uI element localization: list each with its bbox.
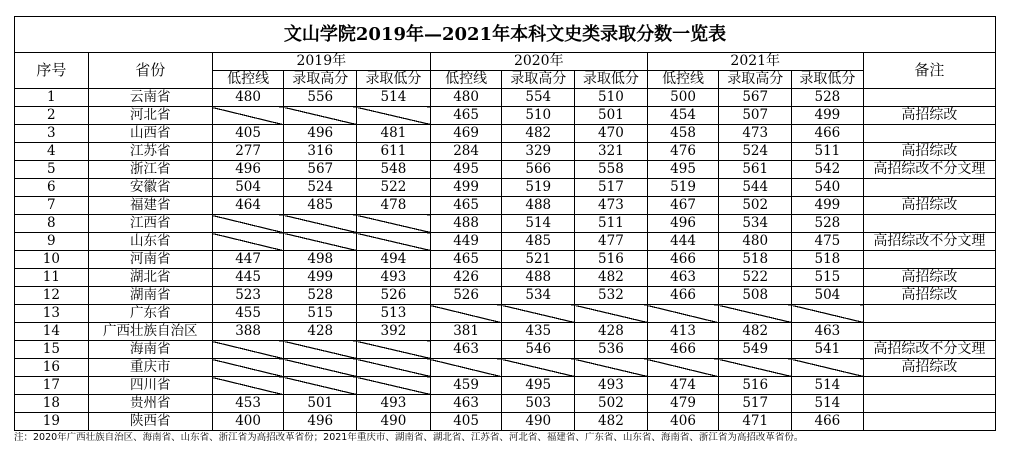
- score-cell-2021: 542: [792, 161, 864, 179]
- score-cell-2021: [792, 305, 864, 323]
- score-cell-2020: 532: [575, 287, 648, 305]
- score-cell-2021: 518: [719, 251, 792, 269]
- score-cell-2021: 467: [647, 197, 719, 215]
- score-cell-2020: 546: [502, 341, 575, 359]
- score-cell-2019: [284, 377, 357, 395]
- score-cell-2021: 475: [792, 233, 864, 251]
- score-cell-2019: 496: [284, 413, 357, 431]
- score-cell-2021: 406: [647, 413, 719, 431]
- header-min-control-2021: 低控线: [647, 71, 719, 89]
- header-year-2021: 2021年: [647, 53, 863, 71]
- score-cell-2019: 528: [284, 287, 357, 305]
- table-row: [15, 143, 996, 161]
- score-cell-2020: 519: [502, 179, 575, 197]
- score-cell-2020: 503: [502, 395, 575, 413]
- score-cell-2021: 540: [792, 179, 864, 197]
- score-cell-2021: 514: [792, 377, 864, 395]
- score-cell-2021: 466: [647, 341, 719, 359]
- row-index-cell: 11: [15, 269, 89, 287]
- table-row: [15, 341, 996, 359]
- province-cell: 广西壮族自治区: [88, 323, 212, 341]
- score-cell-2020: [430, 359, 502, 377]
- score-cell-2019: [212, 359, 284, 377]
- score-cell-2019: [212, 377, 284, 395]
- score-cell-2020: 482: [502, 125, 575, 143]
- header-min-control-2020: 低控线: [430, 71, 502, 89]
- admission-scores-sheet: [14, 16, 996, 431]
- footnote: 注：2020年广西壮族自治区、海南省、山东省、浙江省为高招改革省份；2021年重庆市、湖南省、湖北省、江苏省、河北省、福建省、广东省、山东省、海南省、浙江省为高招改革省份。: [14, 432, 804, 443]
- row-index-cell: 10: [15, 251, 89, 269]
- score-cell-2021: 474: [647, 377, 719, 395]
- score-cell-2020: 449: [430, 233, 502, 251]
- province-cell: 海南省: [88, 341, 212, 359]
- score-cell-2019: 514: [357, 89, 431, 107]
- score-cell-2020: 473: [575, 197, 648, 215]
- table-row: [15, 161, 996, 179]
- score-cell-2021: 528: [792, 89, 864, 107]
- score-cell-2021: 480: [719, 233, 792, 251]
- header-year-2019: 2019年: [212, 53, 430, 71]
- score-cell-2020: 521: [502, 251, 575, 269]
- note-cell: [863, 251, 995, 269]
- score-cell-2021: 413: [647, 323, 719, 341]
- score-cell-2021: 476: [647, 143, 719, 161]
- score-cell-2021: 541: [792, 341, 864, 359]
- row-index-cell: 15: [15, 341, 89, 359]
- province-cell: 浙江省: [88, 161, 212, 179]
- score-cell-2020: 321: [575, 143, 648, 161]
- score-cell-2019: 526: [357, 287, 431, 305]
- score-cell-2020: 495: [430, 161, 502, 179]
- score-cell-2021: 500: [647, 89, 719, 107]
- score-cell-2021: 479: [647, 395, 719, 413]
- province-cell: 河南省: [88, 251, 212, 269]
- score-cell-2021: 514: [792, 395, 864, 413]
- table-row: [15, 197, 996, 215]
- score-cell-2019: 504: [212, 179, 284, 197]
- header-low-score-2021: 录取低分: [792, 71, 864, 89]
- score-cell-2019: 548: [357, 161, 431, 179]
- note-cell: [863, 323, 995, 341]
- score-cell-2020: 493: [575, 377, 648, 395]
- score-cell-2019: 445: [212, 269, 284, 287]
- table-row: [15, 323, 996, 341]
- row-index-cell: 1: [15, 89, 89, 107]
- note-cell: 高招综改不分文理: [863, 161, 995, 179]
- score-cell-2020: 516: [575, 251, 648, 269]
- table-row: [15, 377, 996, 395]
- score-cell-2021: 473: [719, 125, 792, 143]
- note-cell: 高招综改: [863, 269, 995, 287]
- score-cell-2021: 499: [792, 197, 864, 215]
- table-row: [15, 89, 996, 107]
- score-cell-2019: 485: [284, 197, 357, 215]
- score-cell-2020: 426: [430, 269, 502, 287]
- note-cell: 高招综改: [863, 197, 995, 215]
- score-cell-2021: 515: [792, 269, 864, 287]
- note-cell: 高招综改不分文理: [863, 233, 995, 251]
- note-cell: 高招综改: [863, 107, 995, 125]
- score-cell-2021: 517: [719, 395, 792, 413]
- score-cell-2020: 465: [430, 107, 502, 125]
- province-cell: 湖北省: [88, 269, 212, 287]
- score-cell-2020: 499: [430, 179, 502, 197]
- score-cell-2019: 515: [284, 305, 357, 323]
- score-cell-2019: [284, 341, 357, 359]
- score-cell-2021: 499: [792, 107, 864, 125]
- score-cell-2019: 499: [284, 269, 357, 287]
- score-cell-2019: 524: [284, 179, 357, 197]
- score-cell-2019: [357, 215, 431, 233]
- score-cell-2019: [212, 233, 284, 251]
- header-min-control-2019: 低控线: [212, 71, 284, 89]
- score-cell-2021: [792, 359, 864, 377]
- score-cell-2019: [284, 215, 357, 233]
- note-cell: [863, 413, 995, 431]
- score-cell-2019: 496: [284, 125, 357, 143]
- score-cell-2019: [212, 341, 284, 359]
- score-cell-2019: 478: [357, 197, 431, 215]
- header-high-score-2019: 录取高分: [284, 71, 357, 89]
- province-cell: 重庆市: [88, 359, 212, 377]
- score-cell-2019: 464: [212, 197, 284, 215]
- score-cell-2019: 392: [357, 323, 431, 341]
- note-cell: [863, 89, 995, 107]
- table-row: [15, 305, 996, 323]
- score-cell-2021: [719, 359, 792, 377]
- score-cell-2021: 507: [719, 107, 792, 125]
- row-index-cell: 16: [15, 359, 89, 377]
- table-row: [15, 107, 996, 125]
- score-cell-2019: [357, 341, 431, 359]
- score-cell-2019: 400: [212, 413, 284, 431]
- score-cell-2021: [647, 359, 719, 377]
- score-cell-2020: 488: [430, 215, 502, 233]
- score-cell-2019: 493: [357, 269, 431, 287]
- table-row: [15, 413, 996, 431]
- score-cell-2019: 522: [357, 179, 431, 197]
- score-cell-2020: 482: [575, 413, 648, 431]
- score-cell-2021: 466: [792, 413, 864, 431]
- score-cell-2020: 463: [430, 341, 502, 359]
- score-cell-2019: [284, 359, 357, 377]
- score-cell-2019: 523: [212, 287, 284, 305]
- row-index-cell: 3: [15, 125, 89, 143]
- province-cell: 广东省: [88, 305, 212, 323]
- row-index-cell: 14: [15, 323, 89, 341]
- header-row-years: [15, 53, 996, 71]
- province-cell: 安徽省: [88, 179, 212, 197]
- score-cell-2020: 490: [502, 413, 575, 431]
- row-index-cell: 17: [15, 377, 89, 395]
- score-cell-2020: [502, 305, 575, 323]
- score-cell-2020: 510: [502, 107, 575, 125]
- score-cell-2020: 428: [575, 323, 648, 341]
- score-cell-2021: 496: [647, 215, 719, 233]
- score-cell-2020: [430, 305, 502, 323]
- province-cell: 山东省: [88, 233, 212, 251]
- score-cell-2021: 522: [719, 269, 792, 287]
- table-row: [15, 125, 996, 143]
- score-cell-2021: 511: [792, 143, 864, 161]
- note-cell: 高招综改: [863, 359, 995, 377]
- score-cell-2020: 488: [502, 269, 575, 287]
- score-cell-2019: [284, 107, 357, 125]
- score-cell-2020: 465: [430, 251, 502, 269]
- row-index-cell: 19: [15, 413, 89, 431]
- score-cell-2020: 463: [430, 395, 502, 413]
- score-cell-2019: 496: [212, 161, 284, 179]
- score-cell-2019: 567: [284, 161, 357, 179]
- score-cell-2020: 480: [430, 89, 502, 107]
- province-cell: 河北省: [88, 107, 212, 125]
- score-cell-2019: [357, 377, 431, 395]
- header-province: 省份: [88, 53, 212, 89]
- score-cell-2020: 465: [430, 197, 502, 215]
- score-cell-2021: 454: [647, 107, 719, 125]
- score-cell-2019: 455: [212, 305, 284, 323]
- row-index-cell: 7: [15, 197, 89, 215]
- score-cell-2021: 544: [719, 179, 792, 197]
- score-cell-2020: 510: [575, 89, 648, 107]
- province-cell: 贵州省: [88, 395, 212, 413]
- score-cell-2020: 405: [430, 413, 502, 431]
- score-cell-2021: 528: [792, 215, 864, 233]
- note-cell: [863, 215, 995, 233]
- score-cell-2020: [575, 359, 648, 377]
- score-cell-2019: 611: [357, 143, 431, 161]
- note-cell: [863, 179, 995, 197]
- score-cell-2020: 526: [430, 287, 502, 305]
- header-high-score-2020: 录取高分: [502, 71, 575, 89]
- province-cell: 湖南省: [88, 287, 212, 305]
- score-cell-2019: 277: [212, 143, 284, 161]
- header-high-score-2021: 录取高分: [719, 71, 792, 89]
- score-cell-2020: 536: [575, 341, 648, 359]
- score-cell-2021: 463: [647, 269, 719, 287]
- note-cell: [863, 125, 995, 143]
- table-row: [15, 269, 996, 287]
- province-cell: 福建省: [88, 197, 212, 215]
- score-cell-2019: 428: [284, 323, 357, 341]
- score-cell-2019: 481: [357, 125, 431, 143]
- row-index-cell: 2: [15, 107, 89, 125]
- score-cell-2021: 466: [647, 287, 719, 305]
- province-cell: 云南省: [88, 89, 212, 107]
- score-cell-2021: [647, 305, 719, 323]
- table-row: [15, 233, 996, 251]
- score-cell-2020: 435: [502, 323, 575, 341]
- note-cell: 高招综改: [863, 287, 995, 305]
- row-index-cell: 8: [15, 215, 89, 233]
- score-cell-2020: 470: [575, 125, 648, 143]
- score-cell-2021: 463: [792, 323, 864, 341]
- row-index-cell: 5: [15, 161, 89, 179]
- score-cell-2019: [212, 107, 284, 125]
- table-row: [15, 251, 996, 269]
- province-cell: 江西省: [88, 215, 212, 233]
- score-cell-2020: 329: [502, 143, 575, 161]
- score-cell-2019: [284, 233, 357, 251]
- score-cell-2019: [212, 215, 284, 233]
- score-cell-2019: [357, 233, 431, 251]
- row-index-cell: 13: [15, 305, 89, 323]
- score-cell-2019: [357, 359, 431, 377]
- table-title: 文山学院2019年—2021年本科文史类录取分数一览表: [14, 16, 996, 52]
- score-cell-2019: 493: [357, 395, 431, 413]
- note-cell: [863, 377, 995, 395]
- score-cell-2020: 511: [575, 215, 648, 233]
- score-cell-2019: 453: [212, 395, 284, 413]
- note-cell: 高招综改: [863, 143, 995, 161]
- score-cell-2020: 502: [575, 395, 648, 413]
- score-cell-2020: 485: [502, 233, 575, 251]
- score-cell-2019: 316: [284, 143, 357, 161]
- note-cell: [863, 395, 995, 413]
- score-cell-2021: 466: [792, 125, 864, 143]
- score-cell-2020: 514: [502, 215, 575, 233]
- table-row: [15, 395, 996, 413]
- score-cell-2019: 494: [357, 251, 431, 269]
- score-cell-2019: 480: [212, 89, 284, 107]
- score-cell-2019: 490: [357, 413, 431, 431]
- score-cell-2021: 466: [647, 251, 719, 269]
- province-cell: 江苏省: [88, 143, 212, 161]
- header-low-score-2020: 录取低分: [575, 71, 648, 89]
- score-cell-2021: 519: [647, 179, 719, 197]
- score-cell-2021: 534: [719, 215, 792, 233]
- score-cell-2020: 501: [575, 107, 648, 125]
- score-cell-2019: [357, 107, 431, 125]
- note-cell: 高招综改不分文理: [863, 341, 995, 359]
- score-cell-2021: 504: [792, 287, 864, 305]
- score-cell-2020: 566: [502, 161, 575, 179]
- score-cell-2021: 502: [719, 197, 792, 215]
- score-cell-2020: 534: [502, 287, 575, 305]
- score-cell-2020: 488: [502, 197, 575, 215]
- score-cell-2019: 501: [284, 395, 357, 413]
- score-cell-2021: 444: [647, 233, 719, 251]
- score-cell-2019: 513: [357, 305, 431, 323]
- score-cell-2021: 524: [719, 143, 792, 161]
- province-cell: 山西省: [88, 125, 212, 143]
- score-cell-2019: 405: [212, 125, 284, 143]
- score-cell-2021: 518: [792, 251, 864, 269]
- score-cell-2020: 482: [575, 269, 648, 287]
- score-cell-2020: 477: [575, 233, 648, 251]
- row-index-cell: 9: [15, 233, 89, 251]
- row-index-cell: 18: [15, 395, 89, 413]
- score-cell-2020: [502, 359, 575, 377]
- header-low-score-2019: 录取低分: [357, 71, 431, 89]
- row-index-cell: 4: [15, 143, 89, 161]
- note-cell: [863, 305, 995, 323]
- score-cell-2020: 469: [430, 125, 502, 143]
- header-year-2020: 2020年: [430, 53, 647, 71]
- row-index-cell: 12: [15, 287, 89, 305]
- score-cell-2021: [719, 305, 792, 323]
- score-cell-2020: 284: [430, 143, 502, 161]
- table-row: [15, 215, 996, 233]
- row-index-cell: 6: [15, 179, 89, 197]
- score-cell-2021: 482: [719, 323, 792, 341]
- score-cell-2019: 556: [284, 89, 357, 107]
- table-row: [15, 287, 996, 305]
- score-cell-2019: 447: [212, 251, 284, 269]
- province-cell: 四川省: [88, 377, 212, 395]
- score-cell-2020: 558: [575, 161, 648, 179]
- score-cell-2021: 549: [719, 341, 792, 359]
- score-cell-2021: 516: [719, 377, 792, 395]
- score-cell-2020: [575, 305, 648, 323]
- score-cell-2021: 495: [647, 161, 719, 179]
- score-cell-2020: 459: [430, 377, 502, 395]
- score-cell-2019: 388: [212, 323, 284, 341]
- score-cell-2021: 471: [719, 413, 792, 431]
- score-cell-2020: 517: [575, 179, 648, 197]
- header-index: 序号: [15, 53, 89, 89]
- score-cell-2020: 554: [502, 89, 575, 107]
- score-cell-2021: 508: [719, 287, 792, 305]
- table-row: [15, 179, 996, 197]
- score-cell-2021: 561: [719, 161, 792, 179]
- score-cell-2020: 381: [430, 323, 502, 341]
- province-cell: 陕西省: [88, 413, 212, 431]
- score-cell-2021: 567: [719, 89, 792, 107]
- header-notes: 备注: [863, 53, 995, 89]
- scores-table: [14, 52, 996, 431]
- score-cell-2021: 458: [647, 125, 719, 143]
- score-cell-2020: 495: [502, 377, 575, 395]
- table-row: [15, 359, 996, 377]
- score-cell-2019: 498: [284, 251, 357, 269]
